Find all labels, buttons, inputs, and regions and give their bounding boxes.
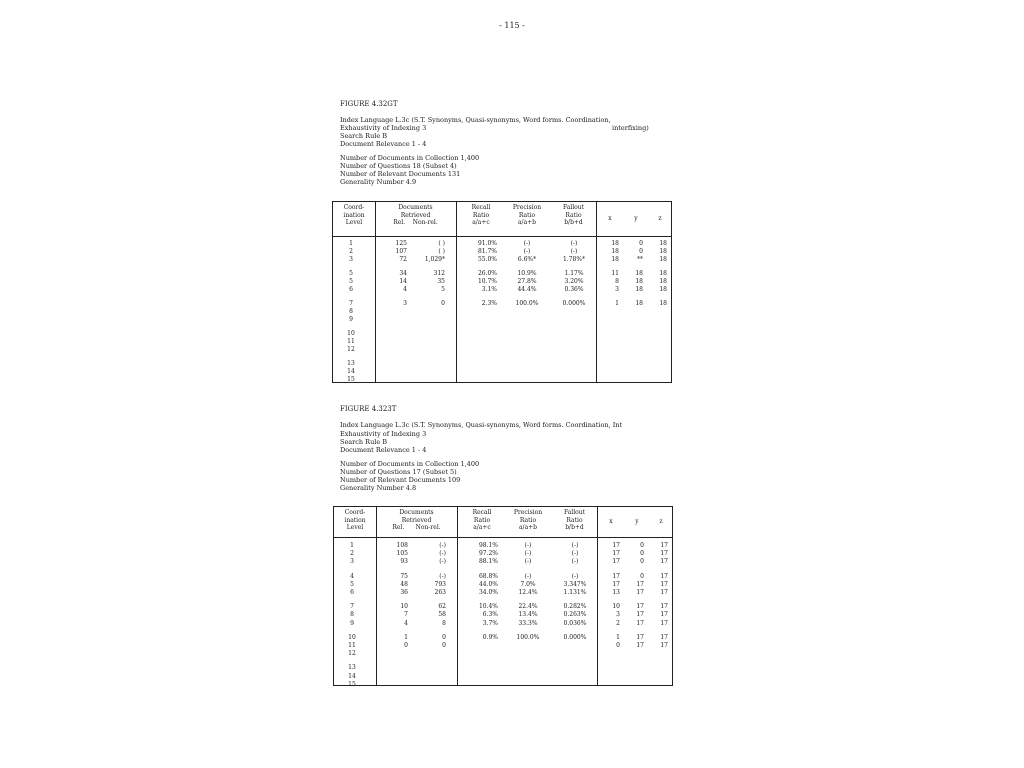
y-value: 17 xyxy=(636,611,644,619)
header-rule xyxy=(334,537,672,538)
fallout-value: 1.78%* xyxy=(562,256,586,263)
x-value: 11 xyxy=(611,270,619,277)
y-value: 17 xyxy=(636,580,644,588)
coordination-level: 10 xyxy=(347,330,355,337)
search-rule: Search Rule B xyxy=(340,438,388,446)
figure-title: FIGURE 4.32GT xyxy=(340,100,398,108)
nonrelevant-count: 35 xyxy=(437,278,445,285)
coordination-level: 6 xyxy=(349,286,353,293)
y-value: 17 xyxy=(636,589,644,596)
recall-value: 10.4% xyxy=(478,603,498,611)
exhaustivity: Exhaustivity of Indexing 3 xyxy=(340,124,427,132)
column-rule xyxy=(597,507,598,685)
number-of-documents: Number of Documents in Collection 1,400 xyxy=(340,154,480,162)
precision-value: 100.0% xyxy=(515,300,539,307)
relevant-count: 1 xyxy=(404,633,408,641)
header-fallout-ratio: Fallout Ratio b/b+d xyxy=(563,509,586,531)
nonrelevant-count: 0 xyxy=(442,642,446,649)
nonrelevant-count: ( ) xyxy=(438,248,445,255)
relevant-count: 7 xyxy=(404,611,408,619)
relevant-count: 72 xyxy=(399,256,407,263)
precision-value: 44.4% xyxy=(517,286,537,293)
x-value: 1 xyxy=(615,300,619,307)
relevant-count: 36 xyxy=(400,589,408,596)
z-value: 18 xyxy=(659,248,667,255)
generality-number: Generality Number 4.9 xyxy=(340,178,417,186)
coordination-level: 5 xyxy=(349,278,353,285)
coordination-level: 13 xyxy=(347,360,355,367)
results-table xyxy=(332,201,672,383)
coordination-level: 8 xyxy=(350,611,354,619)
precision-value: (-) xyxy=(524,542,532,549)
number-of-questions: Number of Questions 17 (Subset 5) xyxy=(340,468,457,476)
recall-value: 88.1% xyxy=(478,558,498,566)
document-relevance: Document Relevance 1 - 4 xyxy=(340,446,427,454)
header-rule xyxy=(333,236,671,237)
relevant-count: 125 xyxy=(395,240,407,247)
header-y: y xyxy=(635,518,639,525)
header-fallout-ratio: Fallout Ratio b/b+d xyxy=(562,204,585,226)
z-value: 17 xyxy=(660,589,668,596)
recall-value: 3.1% xyxy=(481,286,497,293)
coordination-level: 2 xyxy=(349,248,353,255)
fallout-value: 3.347% xyxy=(563,580,587,588)
y-value: 0 xyxy=(639,240,643,247)
z-value: 18 xyxy=(659,240,667,247)
relevant-count: 107 xyxy=(395,248,407,255)
relevant-count: 0 xyxy=(404,642,408,649)
recall-value: 68.8% xyxy=(478,572,498,580)
relevant-count: 48 xyxy=(400,580,408,588)
x-value: 17 xyxy=(612,550,620,558)
header-z: z xyxy=(658,215,662,222)
x-value: 0 xyxy=(616,642,620,649)
coordination-level: 2 xyxy=(350,550,354,558)
coordination-level: 9 xyxy=(350,619,354,627)
coordination-level: 3 xyxy=(349,256,353,263)
coordination-level: 7 xyxy=(350,603,354,611)
page-number: - 115 - xyxy=(499,21,525,30)
fallout-value: 0.36% xyxy=(564,286,584,293)
z-value: 18 xyxy=(659,300,667,307)
nonrelevant-count: 5 xyxy=(441,286,445,293)
x-value: 17 xyxy=(612,542,620,549)
precision-value: (-) xyxy=(523,240,531,247)
header-documents-retrieved: Documents Retrieved Rel. Non-rel. xyxy=(393,204,438,226)
nonrelevant-count: 62 xyxy=(438,603,446,611)
recall-value: 81.7% xyxy=(477,248,497,255)
fallout-value: 0.282% xyxy=(563,603,587,611)
z-value: 17 xyxy=(660,550,668,558)
coordination-level: 3 xyxy=(350,558,354,566)
relevant-count: 10 xyxy=(400,603,408,611)
x-value: 17 xyxy=(612,572,620,580)
z-value: 18 xyxy=(659,286,667,293)
x-value: 17 xyxy=(612,558,620,566)
relevant-count: 4 xyxy=(404,619,408,627)
precision-value: 12.4% xyxy=(518,589,538,596)
y-value: ** xyxy=(637,256,643,263)
fallout-value: 1.17% xyxy=(564,270,584,277)
x-value: 13 xyxy=(612,589,620,596)
z-value: 18 xyxy=(659,256,667,263)
x-value: 1 xyxy=(616,633,620,641)
relevant-count: 3 xyxy=(403,300,407,307)
column-rule xyxy=(457,507,458,685)
x-value: 8 xyxy=(615,278,619,285)
x-value: 18 xyxy=(611,248,619,255)
z-value: 17 xyxy=(660,580,668,588)
figure-title: FIGURE 4.323T xyxy=(340,405,397,413)
coordination-level: 1 xyxy=(350,542,354,549)
document-relevance: Document Relevance 1 - 4 xyxy=(340,140,427,148)
header-coordination-level: Coord- ination Level xyxy=(344,509,366,531)
nonrelevant-count: (-) xyxy=(439,550,446,558)
coordination-level: 12 xyxy=(348,650,356,658)
fallout-value: (-) xyxy=(571,542,579,549)
recall-value: 26.0% xyxy=(477,270,497,277)
nonrelevant-count: 0 xyxy=(441,300,445,307)
recall-value: 55.0% xyxy=(477,256,497,263)
precision-value: 100.0% xyxy=(516,633,540,641)
header-x: x xyxy=(608,215,612,222)
coordination-level: 15 xyxy=(347,376,355,383)
column-rule xyxy=(596,202,597,382)
z-value: 17 xyxy=(660,633,668,641)
fallout-value: 0.000% xyxy=(562,300,586,307)
nonrelevant-count: (-) xyxy=(439,572,446,580)
y-value: 18 xyxy=(635,270,643,277)
x-value: 3 xyxy=(616,611,620,619)
coordination-level: 9 xyxy=(349,316,353,323)
number-of-relevant: Number of Relevant Documents 131 xyxy=(340,170,461,178)
y-value: 17 xyxy=(636,603,644,611)
fallout-value: 0.036% xyxy=(563,619,587,627)
nonrelevant-count: 8 xyxy=(442,619,446,627)
precision-value: 33.3% xyxy=(518,619,538,627)
coordination-level: 6 xyxy=(350,589,354,596)
x-value: 17 xyxy=(612,580,620,588)
precision-value: (-) xyxy=(523,248,531,255)
precision-value: 7.0% xyxy=(520,580,536,588)
number-of-relevant: Number of Relevant Documents 109 xyxy=(340,476,461,484)
column-rule xyxy=(375,202,376,382)
relevant-count: 105 xyxy=(396,550,408,558)
nonrelevant-count: 1,029* xyxy=(424,256,445,263)
index-language: Index Language L.3c (S.T. Synonyms, Quasi-synonyms, Word forms. Coordination, xyxy=(340,116,611,124)
coordination-level: 12 xyxy=(347,346,355,353)
fallout-value: (-) xyxy=(570,248,578,255)
coordination-level: 7 xyxy=(349,300,353,307)
y-value: 0 xyxy=(640,558,644,566)
precision-value: (-) xyxy=(524,558,532,566)
x-value: 10 xyxy=(612,603,620,611)
y-value: 0 xyxy=(639,248,643,255)
coordination-level: 5 xyxy=(350,580,354,588)
precision-value: 27.8% xyxy=(517,278,537,285)
y-value: 0 xyxy=(640,542,644,549)
relevant-count: 34 xyxy=(399,270,407,277)
nonrelevant-count: 0 xyxy=(442,633,446,641)
z-value: 17 xyxy=(660,558,668,566)
x-value: 2 xyxy=(616,619,620,627)
precision-value: 22.4% xyxy=(518,603,538,611)
nonrelevant-count: (-) xyxy=(439,542,446,549)
header-recall-ratio: Recall Ratio a/a+c xyxy=(472,509,492,531)
index-language-continued: interfixing) xyxy=(612,124,649,132)
coordination-level: 13 xyxy=(348,664,356,672)
z-value: 17 xyxy=(660,572,668,580)
fallout-value: (-) xyxy=(570,240,578,247)
z-value: 17 xyxy=(660,619,668,627)
x-value: 18 xyxy=(611,256,619,263)
z-value: 17 xyxy=(660,542,668,549)
header-recall-ratio: Recall Ratio a/a+c xyxy=(471,204,491,226)
coordination-level: 4 xyxy=(350,572,354,580)
coordination-level: 10 xyxy=(348,633,356,641)
header-y: y xyxy=(634,215,638,222)
x-value: 3 xyxy=(615,286,619,293)
recall-value: 3.7% xyxy=(482,619,498,627)
fallout-value: 1.131% xyxy=(563,589,587,596)
y-value: 0 xyxy=(640,550,644,558)
recall-value: 6.3% xyxy=(482,611,498,619)
header-precision-ratio: Precision Ratio a/a+b xyxy=(513,509,543,531)
header-precision-ratio: Precision Ratio a/a+b xyxy=(512,204,542,226)
nonrelevant-count: 263 xyxy=(434,589,446,596)
relevant-count: 108 xyxy=(396,542,408,549)
recall-value: 98.1% xyxy=(478,542,498,549)
z-value: 18 xyxy=(659,270,667,277)
figure-block xyxy=(340,100,685,186)
header-z: z xyxy=(659,518,663,525)
fallout-value: (-) xyxy=(571,550,579,558)
recall-value: 97.2% xyxy=(478,550,498,558)
recall-value: 34.0% xyxy=(478,589,498,596)
coordination-level: 1 xyxy=(349,240,353,247)
relevant-count: 75 xyxy=(400,572,408,580)
number-of-documents: Number of Documents in Collection 1,400 xyxy=(340,460,480,468)
fallout-value: 3.20% xyxy=(564,278,584,285)
y-value: 17 xyxy=(636,619,644,627)
precision-value: 10.9% xyxy=(517,270,537,277)
nonrelevant-count: ( ) xyxy=(438,240,445,247)
column-rule xyxy=(456,202,457,382)
precision-value: (-) xyxy=(524,572,532,580)
y-value: 0 xyxy=(640,572,644,580)
precision-value: 6.6%* xyxy=(517,256,537,263)
exhaustivity: Exhaustivity of Indexing 3 xyxy=(340,430,427,438)
z-value: 17 xyxy=(660,642,668,649)
coordination-level: 8 xyxy=(349,308,353,315)
relevant-count: 4 xyxy=(403,286,407,293)
header-coordination-level: Coord- ination Level xyxy=(343,204,365,226)
nonrelevant-count: 793 xyxy=(434,580,446,588)
generality-number: Generality Number 4.8 xyxy=(340,484,417,492)
y-value: 18 xyxy=(635,278,643,285)
y-value: 18 xyxy=(635,300,643,307)
coordination-level: 11 xyxy=(348,642,356,649)
coordination-level: 11 xyxy=(347,338,355,345)
nonrelevant-count: 58 xyxy=(438,611,446,619)
relevant-count: 93 xyxy=(400,558,408,566)
y-value: 17 xyxy=(636,642,644,649)
precision-value: 13.4% xyxy=(518,611,538,619)
fallout-value: 0.000% xyxy=(563,633,587,641)
fallout-value: (-) xyxy=(571,558,579,566)
coordination-level: 14 xyxy=(348,672,356,680)
coordination-level: 15 xyxy=(348,680,356,688)
fallout-value: (-) xyxy=(571,572,579,580)
results-table xyxy=(333,506,673,686)
search-rule: Search Rule B xyxy=(340,132,388,140)
z-value: 17 xyxy=(660,611,668,619)
recall-value: 0.9% xyxy=(482,633,498,641)
column-rule xyxy=(376,507,377,685)
figure-block xyxy=(340,405,685,492)
z-value: 18 xyxy=(659,278,667,285)
index-language: Index Language L.3c (S.T. Synonyms, Quasi-synonyms, Word forms. Coordination, Int xyxy=(340,421,623,429)
nonrelevant-count: (-) xyxy=(439,558,446,566)
recall-value: 44.0% xyxy=(478,580,498,588)
number-of-questions: Number of Questions 18 (Subset 4) xyxy=(340,162,457,170)
coordination-level: 5 xyxy=(349,270,353,277)
relevant-count: 14 xyxy=(399,278,407,285)
header-x: x xyxy=(609,518,613,525)
nonrelevant-count: 312 xyxy=(433,270,445,277)
fallout-value: 0.263% xyxy=(563,611,587,619)
x-value: 18 xyxy=(611,240,619,247)
recall-value: 2.3% xyxy=(481,300,497,307)
y-value: 17 xyxy=(636,633,644,641)
y-value: 18 xyxy=(635,286,643,293)
recall-value: 10.7% xyxy=(477,278,497,285)
coordination-level: 14 xyxy=(347,368,355,375)
z-value: 17 xyxy=(660,603,668,611)
header-documents-retrieved: Documents Retrieved Rel. Non-rel. xyxy=(392,509,441,531)
precision-value: (-) xyxy=(524,550,532,558)
recall-value: 91.0% xyxy=(477,240,497,247)
